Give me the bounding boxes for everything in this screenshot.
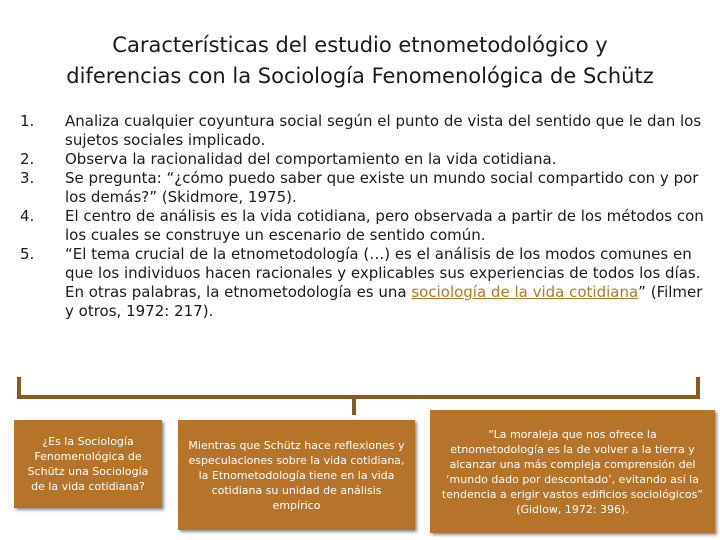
bracket-right [696, 377, 700, 399]
item-text: Analiza cualquier coyuntura social según el punto de vista del sentido que le dan los sujetos sociales implicado. [65, 112, 702, 149]
title-line-1: Características del estudio etnometodológico y [112, 33, 608, 57]
list-item [20, 169, 710, 207]
list-item [20, 150, 710, 169]
question-box-text: ¿Es la Sociología Fenomenológica de Schütz una Sociología de la vida cotidiana? [27, 435, 149, 493]
quote-box [430, 410, 715, 533]
question-box [14, 420, 162, 508]
comparison-box-text: Mientras que Schütz hace reflexiones y especulaciones sobre la vida cotidiana, la Etnometodología tiene en la vida cotidiana su unidad de análisis empírico [188, 438, 405, 512]
item-text: Se pregunta: “¿cómo puedo saber que existe un mundo social compartido con y por los demás?” (Skidmore, 1975). [65, 169, 699, 206]
comparison-box [178, 420, 415, 530]
item-number: 3. [20, 169, 35, 187]
item-text: El centro de análisis es la vida cotidiana, pero observada a partir de los métodos con los cuales se construye un escenario de sentido común. [65, 207, 704, 244]
slide-title [0, 30, 720, 92]
title-line-2: diferencias con la Sociología Fenomenológica de Schütz [66, 64, 654, 88]
item-text-before: “El tema crucial de la etnometodología (…) es el análisis de los modos comunes en que los individuos hacen racionales y explicables sus experiencias de todos los días. En otras palabras, la etnometodología es una [65, 245, 701, 301]
item-number: 2. [20, 150, 35, 168]
list-item [20, 207, 710, 245]
item-number: 1. [20, 112, 35, 130]
list-item [20, 245, 710, 321]
quote-box-text: “La moraleja que nos ofrece la etnometodología es la de volver a la tierra y alcanzar una más compleja comprensión del ‘mundo dado por descontado’, evitando así la tendencia a erigir vastos edificios sociológicos” (Gidlow, 1972: 396). [441, 427, 704, 516]
item-number: 4. [20, 207, 35, 225]
item-text-after: ” (Filmer y otros, 1972: 217). [65, 283, 703, 320]
item-text [65, 245, 710, 321]
item-text: Observa la racionalidad del comportamiento en la vida cotidiana. [65, 150, 557, 168]
bracket-center-connector [352, 398, 356, 415]
item-number: 5. [20, 245, 35, 263]
list-item [20, 112, 710, 150]
characteristics-list [20, 112, 710, 321]
bracket-horizontal [17, 395, 700, 399]
highlight-link[interactable]: sociología de la vida cotidiana [411, 283, 639, 301]
